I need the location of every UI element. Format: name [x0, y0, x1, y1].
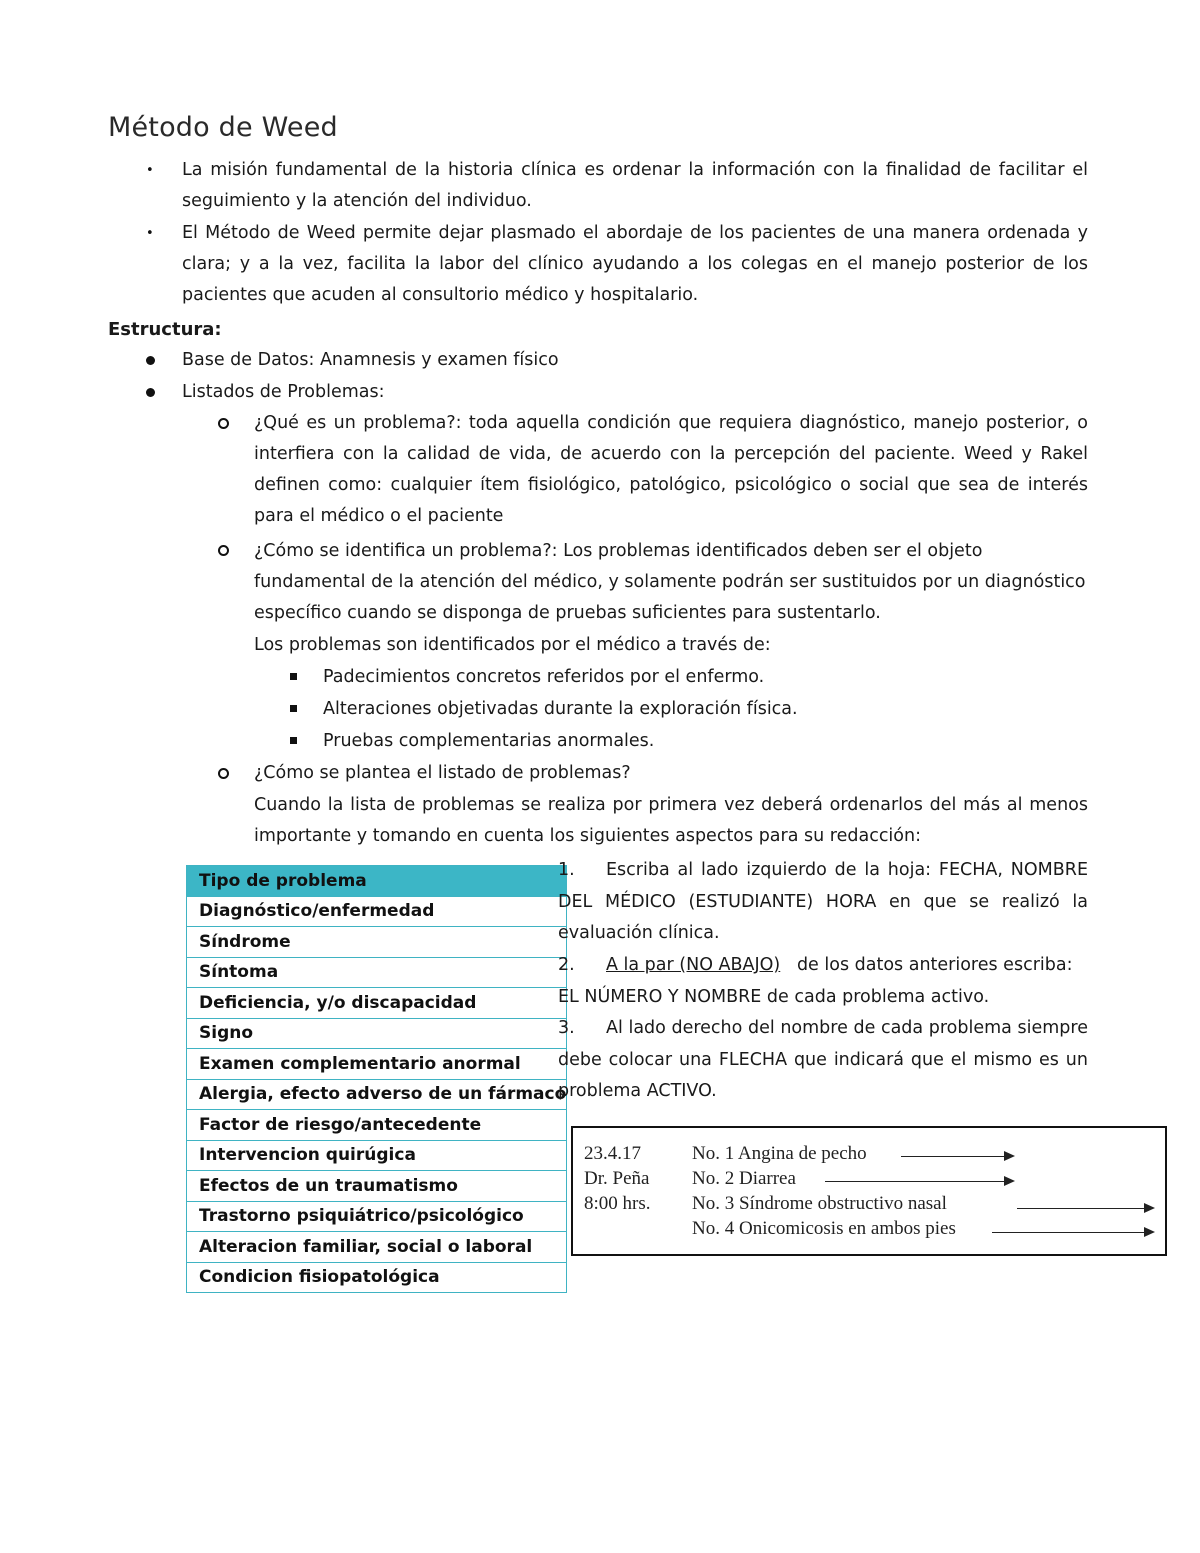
bullet-square-icon: [290, 737, 297, 744]
problem-type-cell: Efectos de un traumatismo: [187, 1171, 567, 1202]
listados-item: Listados de Problemas:: [182, 382, 385, 402]
page-title: Método de Weed: [108, 112, 338, 143]
step-number: 2.: [558, 955, 575, 975]
bullet-ring-icon: [218, 418, 229, 429]
problem-type-cell: Diagnóstico/enfermedad: [187, 896, 567, 927]
sub-item: Pruebas complementarias anormales.: [323, 731, 655, 751]
table-header-cell: Tipo de problema: [187, 866, 567, 897]
table-row: [187, 1140, 567, 1171]
problem-type-cell: Alteracion familiar, social o laboral: [187, 1232, 567, 1263]
table-row: [187, 1110, 567, 1141]
step-2-underlined: A la par (NO ABAJO): [606, 955, 781, 975]
example-doctor: Dr. Peña: [584, 1168, 650, 1189]
table-row: [187, 1049, 567, 1080]
step-number: 3.: [558, 1018, 575, 1038]
estructura-heading: Estructura:: [108, 319, 222, 340]
step-2-rest: de los datos anteriores escriba: EL NÚMERO Y NOMBRE de cada problema activo.: [558, 955, 1073, 1007]
problem-type-table: [186, 865, 567, 1293]
bullet-ring-icon: [218, 768, 229, 779]
table-row: [187, 957, 567, 988]
problem-type-cell: Intervencion quirúgica: [187, 1140, 567, 1171]
bullet-ring-icon: [218, 545, 229, 556]
intro-paragraph-2: El Método de Weed permite dejar plasmado el abordaje de los pacientes de una manera ordenada y clara; y a la vez, facilita la labor del clínico ayudando a los colegas en el manejo posterior de los pacientes que acuden al consultorio médico y hospitalario.: [182, 223, 1088, 305]
example-time: 8:00 hrs.: [584, 1193, 651, 1214]
bullet-round-icon: [146, 356, 155, 365]
problem-type-cell: Síntoma: [187, 957, 567, 988]
bullet-dot-icon: •: [146, 226, 154, 241]
como-identifica-item: ¿Cómo se identifica un problema?: Los problemas identificados deben ser el objeto fundamental de la atención del médico, y solamente podrán ser sustituidos por un diagnóstico específico cuando se disponga de pruebas suficientes para sustentarlo.: [254, 541, 1086, 623]
bullet-square-icon: [290, 705, 297, 712]
example-problem-list: [571, 1126, 1167, 1256]
problem-type-cell: Deficiencia, y/o discapacidad: [187, 988, 567, 1019]
table-row: [187, 988, 567, 1019]
table-row: [187, 1262, 567, 1293]
que-es-problema-item: ¿Qué es un problema?: toda aquella condición que requiera diagnóstico, manejo posterior, o interfiera con la calidad de vida, de acuerdo con la percepción del paciente. Weed y Rakel definen como: cualquier ítem fisiológico, patológico, psicológico o social que sea de interés para el médico o el paciente: [254, 413, 1088, 526]
problem-type-cell: Alergia, efecto adverso de un fármaco: [187, 1079, 567, 1110]
table-row: [187, 927, 567, 958]
step-3-text: Al lado derecho del nombre de cada problema siempre debe colocar una FLECHA que indicará que el mismo es un problema ACTIVO.: [558, 1018, 1088, 1101]
problem-type-cell: Síndrome: [187, 927, 567, 958]
table-row: [187, 1201, 567, 1232]
como-plantea-item: ¿Cómo se plantea el listado de problemas?: [254, 763, 631, 783]
step-1-text: Escriba al lado izquierdo de la hoja: FECHA, NOMBRE DEL MÉDICO (ESTUDIANTE) HORA en que se realizó la evaluación clínica.: [558, 860, 1088, 943]
example-date: 23.4.17: [584, 1143, 641, 1164]
example-problem-1: No. 1 Angina de pecho: [692, 1143, 867, 1164]
example-problem-3: No. 3 Síndrome obstructivo nasal: [692, 1193, 947, 1214]
identificados-por-text: Los problemas son identificados por el médico a través de:: [254, 635, 771, 655]
bullet-round-icon: [146, 388, 155, 397]
base-de-datos-item: Base de Datos: Anamnesis y examen físico: [182, 350, 559, 370]
bullet-dot-icon: •: [146, 163, 154, 178]
table-row: [187, 1232, 567, 1263]
table-row: [187, 1171, 567, 1202]
table-header-row: [187, 866, 567, 897]
table-row: [187, 896, 567, 927]
problem-type-cell: Signo: [187, 1018, 567, 1049]
problem-type-cell: Factor de riesgo/antecedente: [187, 1110, 567, 1141]
problem-type-cell: Trastorno psiquiátrico/psicológico: [187, 1201, 567, 1232]
step-number: 1.: [558, 860, 575, 880]
sub-item: Padecimientos concretos referidos por el enfermo.: [323, 667, 765, 687]
step-2-text: [558, 950, 1088, 1013]
example-problem-2: No. 2 Diarrea: [692, 1168, 796, 1189]
bullet-square-icon: [290, 673, 297, 680]
table-row: [187, 1079, 567, 1110]
table-row: [187, 1018, 567, 1049]
problem-type-cell: Condicion fisiopatológica: [187, 1262, 567, 1293]
intro-paragraph-1: La misión fundamental de la historia clínica es ordenar la información con la finalidad de facilitar el seguimiento y la atención del individuo.: [182, 160, 1088, 211]
sub-item: Alteraciones objetivadas durante la exploración física.: [323, 699, 798, 719]
example-problem-4: No. 4 Onicomicosis en ambos pies: [692, 1218, 956, 1239]
como-plantea-text: Cuando la lista de problemas se realiza por primera vez deberá ordenarlos del más al menos importante y tomando en cuenta los siguientes aspectos para su redacción:: [254, 795, 1088, 846]
problem-type-cell: Examen complementario anormal: [187, 1049, 567, 1080]
